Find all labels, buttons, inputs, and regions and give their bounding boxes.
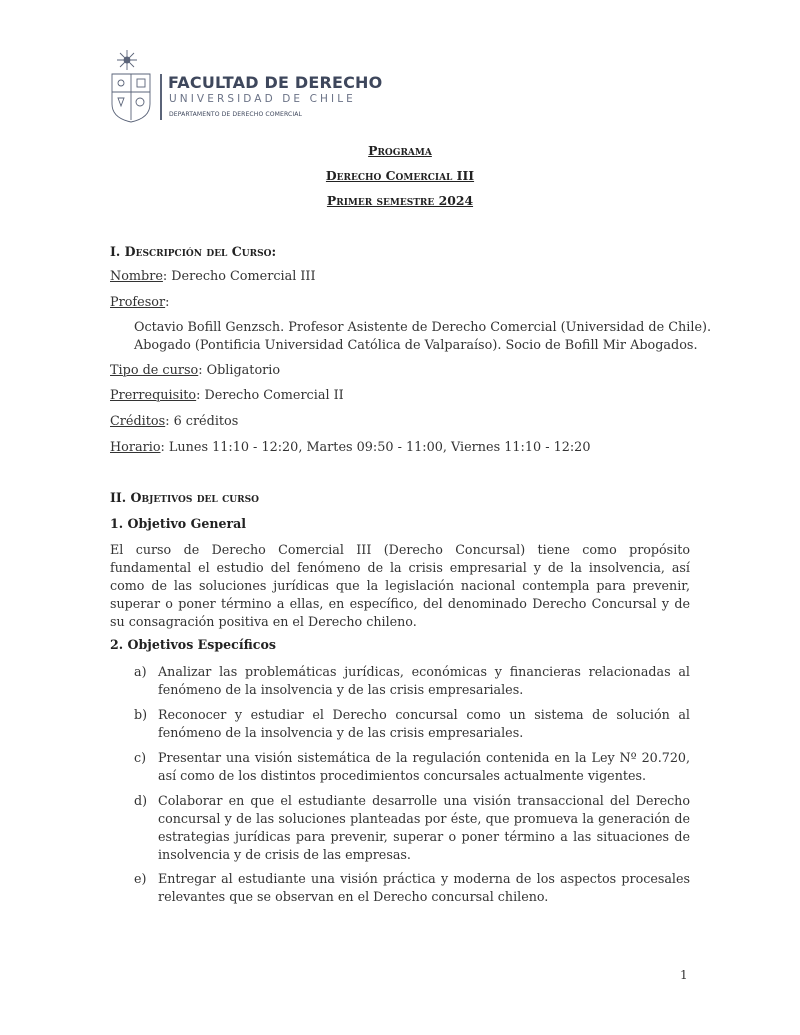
prerrequisito-value: : Derecho Comercial II	[196, 388, 344, 403]
prerrequisito-label: Prerrequisito	[110, 388, 197, 403]
objective-marker: e)	[134, 871, 147, 886]
logo-divider	[160, 74, 162, 120]
profesor-label: Profesor	[110, 295, 166, 310]
specific-objectives-heading: 2. Objetivos Específicos	[110, 637, 276, 652]
objective-marker: c)	[134, 750, 147, 765]
prerrequisito-row	[110, 388, 344, 403]
tipo-value: : Obligatorio	[198, 363, 281, 378]
objective-text: Entregar al estudiante una visión práctica y moderna de los aspectos procesales relevantes que se observan en el Derecho concursal chileno.	[158, 871, 690, 904]
horario-label: Horario	[110, 440, 161, 455]
profesor-colon: :	[165, 295, 170, 310]
course-title-heading: Derecho Comercial III	[325, 168, 475, 183]
section-1-heading: I. Descripción del Curso:	[110, 244, 277, 259]
objective-text: Reconocer y estudiar el Derecho concursal como un sistema de solución al fenómeno de la insolvencia y de las crisis empresariales.	[158, 707, 690, 740]
faculty-logo	[110, 48, 383, 123]
objective-text: Presentar una visión sistemática de la regulación contenida en la Ley Nº 20.720, así como de los distintos procedimientos concursales actualmente vigentes.	[158, 750, 690, 783]
profesor-line-2: Abogado (Pontificia Universidad Católica de Valparaíso). Socio de Bofill Mir Abogados.	[134, 338, 698, 353]
tipo-row	[110, 363, 280, 378]
university-name: UNIVERSIDAD DE CHILE	[169, 93, 356, 105]
creditos-label: Créditos	[110, 414, 166, 429]
programa-heading: Programa	[368, 143, 432, 158]
nombre-label: Nombre	[110, 269, 163, 284]
department-name: DEPARTAMENTO DE DERECHO COMERCIAL	[169, 111, 303, 118]
objective-text: Analizar las problemáticas jurídicas, económicas y financieras relacionadas al fenómeno de la insolvencia y de las crisis empresariales.	[158, 664, 690, 697]
creditos-value: : 6 créditos	[165, 414, 239, 429]
faculty-name: FACULTAD DE DERECHO	[168, 73, 383, 92]
section-2-heading: II. Objetivos del curso	[110, 490, 259, 505]
tipo-label: Tipo de curso	[110, 363, 199, 378]
horario-value: : Lunes 11:10 - 12:20, Martes 09:50 - 11:00, Viernes 11:10 - 12:20	[160, 440, 591, 455]
horario-row	[110, 440, 590, 455]
profesor-line-1: Octavio Bofill Genzsch. Profesor Asistente de Derecho Comercial (Universidad de Chile).	[134, 320, 712, 335]
nombre-row	[110, 269, 316, 284]
general-objective-heading: 1. Objetivo General	[110, 516, 247, 531]
objective-marker: a)	[134, 664, 147, 679]
objective-marker: b)	[134, 707, 148, 722]
nombre-value: : Derecho Comercial III	[162, 269, 316, 284]
university-emblem-icon	[110, 48, 152, 123]
creditos-row	[110, 414, 238, 429]
semester-heading: Primer semestre 2024	[326, 193, 474, 208]
objective-marker: d)	[134, 793, 148, 808]
objective-text: Colaborar en que el estudiante desarrolle una visión transaccional del Derecho concursal y de las soluciones planteadas por éste, que promueva la generación de estrategias jurídicas para prevenir, superar o poner término a las situaciones de insolvencia y de crisis de las empresas.	[158, 793, 690, 862]
page-number: 1	[680, 968, 688, 982]
profesor-row	[110, 295, 169, 310]
general-objective-text: El curso de Derecho Comercial III (Derecho Concursal) tiene como propósito fundamental el estudio del fenómeno de la crisis empresarial y de la insolvencia, así como de las soluciones jurídicas que la legislación nacional contempla para prevenir, superar o poner término a ellas, en específico, del denominado Derecho Concursal y de su consagración positiva en el Derecho chileno.	[110, 542, 690, 629]
